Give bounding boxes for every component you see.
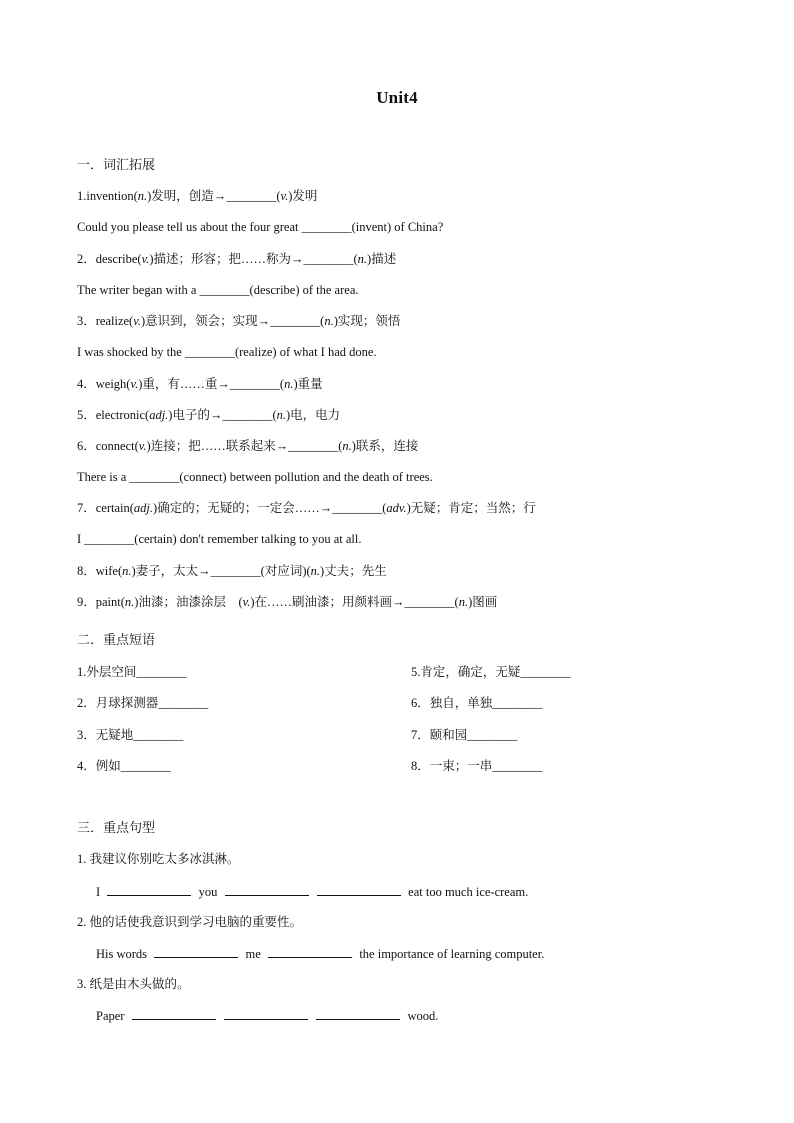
- phrase-item-4: 4．例如________: [77, 759, 171, 773]
- answer-blank[interactable]: ________: [270, 314, 321, 328]
- item-text: (: [382, 501, 387, 515]
- pos-label: adj.: [133, 501, 154, 515]
- answer-blank[interactable]: ________: [222, 408, 273, 422]
- sentence-q3-chinese: 3. 纸是由木头做的。: [77, 977, 190, 991]
- item-text: )联系，连接: [351, 439, 419, 453]
- pos-label: n.: [357, 252, 368, 266]
- item-text: )油漆；油漆涂层 (: [134, 595, 243, 609]
- answer-blank[interactable]: ________: [199, 283, 250, 297]
- pos-label: n.: [324, 314, 334, 328]
- pos-label: v.: [130, 377, 139, 391]
- pos-label: n.: [458, 595, 469, 609]
- word: His words: [96, 947, 148, 961]
- sentence-text: (realize) of what I had done.: [234, 345, 377, 359]
- section3-heading: 三．重点句型: [77, 820, 156, 835]
- section2-heading: 二．重点短语: [77, 632, 156, 647]
- sentence-text: The writer began with a: [77, 283, 200, 297]
- answer-blank[interactable]: [317, 883, 401, 896]
- item-text: )实现；领悟: [333, 314, 401, 328]
- item-text: )无疑；肯定；当然；行: [406, 501, 536, 515]
- item-text: 6．connect(: [77, 439, 139, 453]
- pos-label: v.: [141, 252, 150, 266]
- pos-label: n.: [284, 377, 294, 391]
- example-sentence-6: [77, 469, 433, 485]
- item-text: )描述；形容；把……称为→: [149, 252, 304, 266]
- item-text: (: [272, 408, 277, 422]
- sentence-text: (certain) don't remember talking to you at all.: [134, 532, 362, 546]
- answer-blank[interactable]: [107, 883, 191, 896]
- item-text: 2．describe(: [77, 252, 142, 266]
- pos-label: n.: [122, 564, 132, 578]
- item-text: )确定的；无疑的；一定会……→: [153, 501, 333, 515]
- sentence-q1-chinese: 1. 我建议你别吃太多冰淇淋。: [77, 852, 240, 866]
- item-text: )图画: [468, 595, 498, 609]
- answer-blank[interactable]: ________: [184, 345, 235, 359]
- item-text: 8．wife(: [77, 564, 123, 578]
- sentence-text: I: [77, 532, 85, 546]
- item-text: )描述: [367, 252, 397, 266]
- sentence-q2-chinese: 2. 他的话使我意识到学习电脑的重要性。: [77, 915, 303, 929]
- item-text: (: [320, 314, 325, 328]
- sentence-text: There is a: [77, 470, 130, 484]
- answer-blank[interactable]: ________: [303, 252, 354, 266]
- phrase-item-1: 1.外层空间________: [77, 665, 187, 679]
- answer-blank[interactable]: [316, 1007, 400, 1020]
- item-text: )发明，创造→: [147, 189, 227, 203]
- answer-blank[interactable]: ________: [129, 470, 180, 484]
- item-text: )丈夫；先生: [320, 564, 387, 578]
- sentence-text: I was shocked by the: [77, 345, 185, 359]
- item-text: )意识到，领会；实现→: [140, 314, 271, 328]
- pos-label: v.: [280, 189, 289, 203]
- phrase-item-3: 3．无疑地________: [77, 728, 184, 742]
- answer-blank[interactable]: ________: [210, 564, 261, 578]
- pos-label: v.: [133, 314, 141, 328]
- item-text: )发明: [288, 189, 318, 203]
- item-text: (对应词)(: [260, 564, 311, 578]
- pos-label: n.: [276, 408, 287, 422]
- phrase-item-6: 6．独自，单独________: [411, 696, 543, 710]
- sentence-text: Could you please tell us about the four great: [77, 220, 302, 234]
- phrase-item-8: 8．一束；一串________: [411, 759, 543, 773]
- answer-blank[interactable]: [268, 945, 352, 958]
- item-text: (: [338, 439, 343, 453]
- sentence-q1-english: [96, 883, 528, 900]
- word: you: [198, 885, 218, 899]
- answer-blank[interactable]: ________: [301, 220, 352, 234]
- sentence-q2-english: [96, 945, 544, 962]
- answer-blank[interactable]: ________: [332, 501, 383, 515]
- pos-label: n.: [137, 189, 148, 203]
- answer-blank[interactable]: ________: [84, 532, 135, 546]
- example-sentence-7: [77, 531, 361, 547]
- item-text: (: [353, 252, 358, 266]
- item-text: 9．paint(: [77, 595, 125, 609]
- item-text: 1.invention(: [77, 189, 138, 203]
- pos-label: v.: [242, 595, 251, 609]
- sentence-q3-english: [96, 1007, 438, 1024]
- item-text: )重，有……重→: [138, 377, 230, 391]
- pos-label: adv.: [386, 501, 407, 515]
- vocab-item-5: [77, 407, 340, 423]
- pos-label: n.: [124, 595, 135, 609]
- item-text: )妻子，太太→: [131, 564, 211, 578]
- item-text: (: [276, 189, 281, 203]
- answer-blank[interactable]: ________: [229, 377, 280, 391]
- pos-label: n.: [342, 439, 352, 453]
- sentence-text: (describe) of the area.: [249, 283, 359, 297]
- phrase-item-2: 2．月球探测器________: [77, 696, 209, 710]
- item-text: )在……刷油漆；用颜料画→: [250, 595, 405, 609]
- vocab-item-4: [77, 376, 323, 392]
- word: eat too much ice-cream.: [408, 885, 529, 899]
- phrase-item-5: 5.肯定，确定，无疑________: [411, 665, 571, 679]
- answer-blank[interactable]: [132, 1007, 216, 1020]
- sentence-text: (connect) between pollution and the death of trees.: [179, 470, 433, 484]
- vocab-item-9: [77, 594, 497, 610]
- vocab-item-8: [77, 563, 387, 579]
- example-sentence-1: [77, 219, 443, 235]
- phrase-item-7: 7．颐和园________: [411, 728, 518, 742]
- word: wood.: [407, 1009, 439, 1023]
- sentence-text: (invent) of China?: [351, 220, 444, 234]
- pos-label: adj.: [149, 408, 169, 422]
- section1-heading: 一．词汇拓展: [77, 157, 156, 172]
- item-text: 7．certain(: [77, 501, 134, 515]
- example-sentence-3: [77, 344, 377, 360]
- item-text: (: [279, 377, 285, 391]
- item-text: 4．weigh(: [77, 377, 131, 391]
- answer-blank[interactable]: [154, 945, 238, 958]
- item-text: 5．electronic(: [77, 408, 150, 422]
- answer-blank[interactable]: [225, 883, 309, 896]
- pos-label: v.: [138, 439, 147, 453]
- item-text: )重量: [293, 377, 323, 391]
- item-text: )电，电力: [286, 408, 341, 422]
- vocab-item-6: [77, 438, 418, 454]
- answer-blank[interactable]: [224, 1007, 308, 1020]
- item-text: (: [454, 595, 459, 609]
- item-text: 3．realize(: [77, 314, 134, 328]
- answer-blank[interactable]: ________: [288, 439, 339, 453]
- page-title: Unit4: [376, 88, 418, 107]
- vocab-item-3: [77, 313, 400, 329]
- item-text: )电子的→: [168, 408, 223, 422]
- answer-blank[interactable]: ________: [226, 189, 277, 203]
- word: me: [245, 947, 261, 961]
- vocab-item-7: [77, 500, 536, 516]
- answer-blank[interactable]: ________: [404, 595, 455, 609]
- word: Paper: [96, 1009, 125, 1023]
- vocab-item-2: [77, 251, 396, 267]
- word: I: [96, 885, 101, 899]
- example-sentence-2: [77, 282, 359, 298]
- vocab-item-1: [77, 188, 317, 204]
- pos-label: n.: [310, 564, 321, 578]
- word: the importance of learning computer.: [359, 947, 545, 961]
- item-text: )连接；把……联系起来→: [146, 439, 289, 453]
